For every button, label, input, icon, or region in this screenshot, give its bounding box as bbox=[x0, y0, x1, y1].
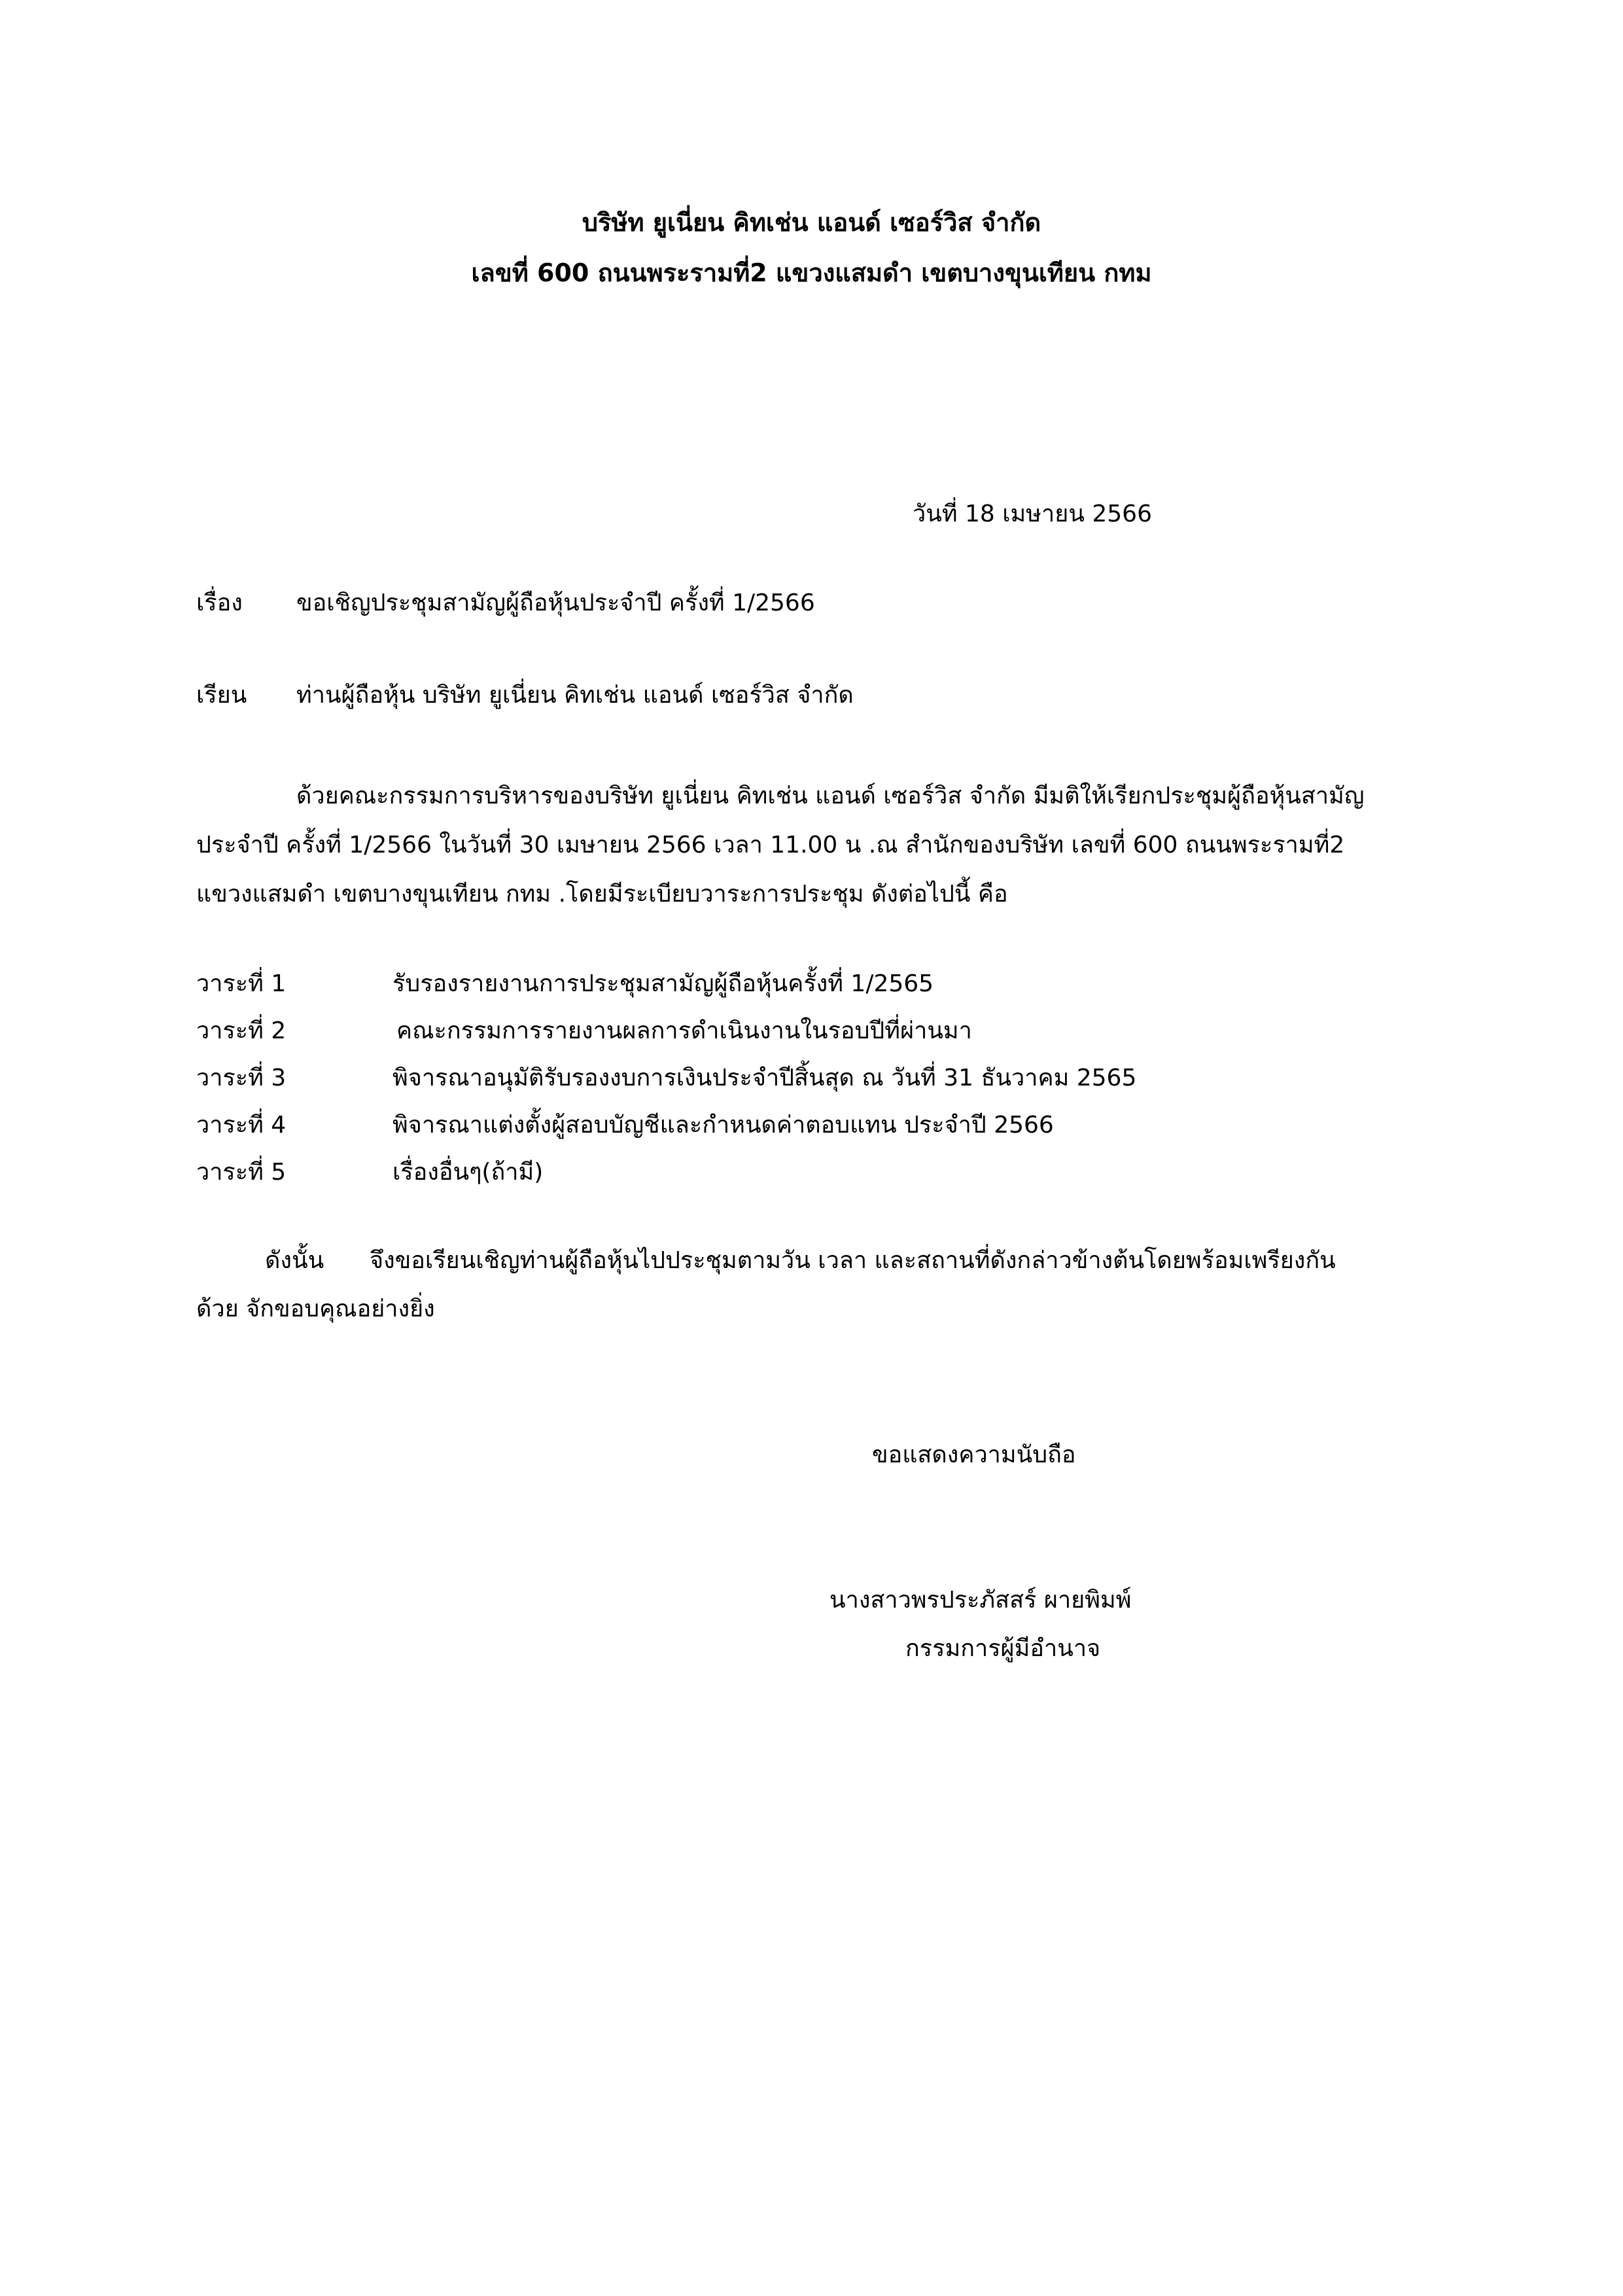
letter-date: วันที่ 18 เมษายน 2566 bbox=[913, 501, 1152, 527]
signatory-title: กรรมการผู้มีอำนาจ bbox=[905, 1635, 1101, 1662]
body-line-1: ด้วยคณะกรรมการบริหารของบริษัท ยูเนี่ยน คิทเช่น แอนด์ เซอร์วิส จำกัด มีมติให้เรียกประชุมผู้ถือหุ้นสามัญ bbox=[296, 783, 1365, 809]
signatory-name: นางสาวพรประภัสสร์ ผายพิมพ์ bbox=[829, 1587, 1132, 1614]
agenda-3-text: พิจารณาอนุมัติรับรองงบการเงินประจำปีสิ้นสุด ณ วันที่ 31 ธันวาคม 2565 bbox=[393, 1065, 1137, 1091]
agenda-5-text: เรื่องอื่นๆ(ถ้ามี) bbox=[393, 1159, 544, 1186]
agenda-4-text: พิจารณาแต่งตั้งผู้สอบบัญชีและกำหนดค่าตอบแทน ประจำปี 2566 bbox=[393, 1112, 1054, 1139]
agenda-1-text: รับรองรายงานการประชุมสามัญผู้ถือหุ้นครั้งที่ 1/2565 bbox=[393, 970, 934, 997]
agenda-5-label: วาระที่ 5 bbox=[196, 1159, 287, 1186]
recipient-label: เรียน bbox=[196, 682, 247, 709]
body-line-3: แขวงแสมดำ เขตบางขุนเทียน กทม .โดยมีระเบียบวาระการประชุม ดังต่อไปนี้ คือ bbox=[196, 881, 1008, 908]
closing-line-1: จึงขอเรียนเชิญท่านผู้ถือหุ้นไปประชุมตามวัน เวลา และสถานที่ดังกล่าวข้างต้นโดยพร้อมเพรียงกัน bbox=[370, 1247, 1336, 1274]
regards-text: ขอแสดงความนับถือ bbox=[872, 1441, 1076, 1468]
agenda-4-label: วาระที่ 4 bbox=[196, 1112, 287, 1139]
recipient-text: ท่านผู้ถือหุ้น บริษัท ยูเนี่ยน คิทเช่น แอนด์ เซอร์วิส จำกัด bbox=[296, 682, 854, 709]
body-line-2: ประจำปี ครั้งที่ 1/2566 ในวันที่ 30 เมษายน 2566 เวลา 11.00 น .ณ สำนักของบริษัท เลขที่ 600 ถนนพระรามที่2 bbox=[196, 832, 1345, 858]
agenda-2-text: คณะกรรมการรายงานผลการดำเนินงานในรอบปีที่ผ่านมา bbox=[396, 1017, 972, 1044]
agenda-3-label: วาระที่ 3 bbox=[196, 1065, 287, 1091]
company-address: เลขที่ 600 ถนนพระรามที่2 แขวงแสมดำ เขตบางขุนเทียน กทม bbox=[471, 258, 1152, 287]
closing-line-2: ด้วย จักขอบคุณอย่างยิ่ง bbox=[196, 1296, 435, 1322]
subject-text: ขอเชิญประชุมสามัญผู้ถือหุ้นประจำปี ครั้งที่ 1/2566 bbox=[296, 590, 815, 616]
closing-lead: ดังนั้น bbox=[265, 1247, 324, 1274]
agenda-2-label: วาระที่ 2 bbox=[196, 1017, 287, 1044]
agenda-1-label: วาระที่ 1 bbox=[196, 970, 287, 997]
subject-label: เรื่อง bbox=[196, 590, 243, 616]
company-name: บริษัท ยูเนี่ยน คิทเช่น แอนด์ เซอร์วิส จำกัด bbox=[582, 208, 1041, 237]
